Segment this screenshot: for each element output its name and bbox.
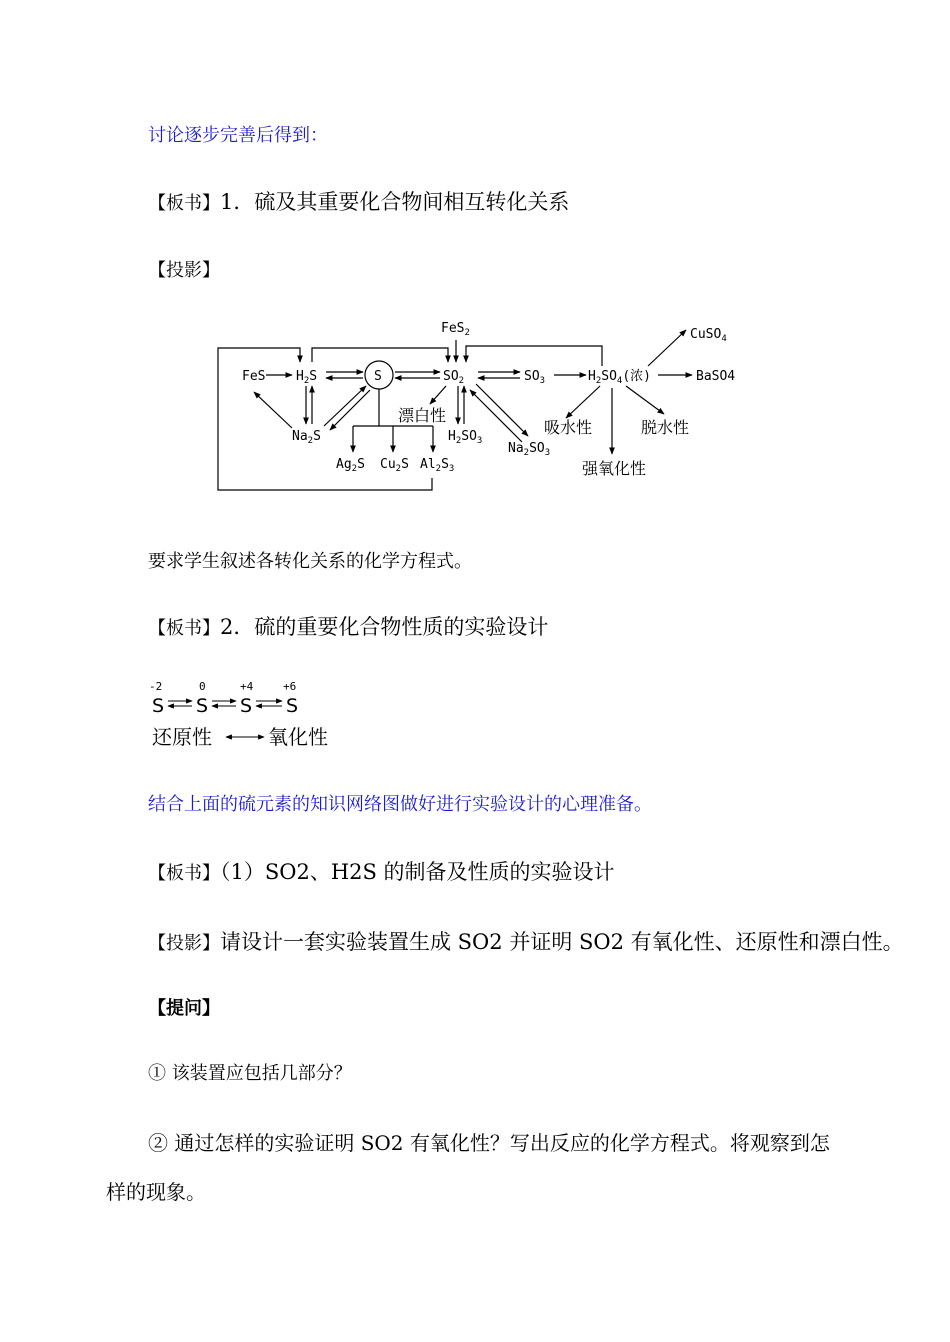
board-text: 2．硫的重要化合物性质的实验设计 — [220, 615, 549, 639]
label-water-absorbing: 吸水性 — [544, 418, 593, 437]
label-h2so3: $H_2SO_3$ — [448, 429, 483, 446]
valence-plus6: +6 — [283, 680, 297, 693]
preparation-line: 结合上面的硫元素的知识网络图做好进行实验设计的心理准备。 — [148, 794, 652, 815]
question-2-line-1: ② 通过怎样的实验证明 SO2 有氧化性？写出反应的化学方程式。将观察到怎 — [148, 1131, 830, 1155]
label-cuso4: CuSO$_4$ — [690, 327, 727, 344]
valence-minus2: -2 — [149, 680, 163, 693]
board-heading-3 — [148, 856, 615, 886]
label-na2so3: $Na_2SO_3$ — [508, 441, 551, 458]
projection-label-1: 【投影】 — [148, 260, 220, 281]
intro-line: 讨论逐步完善后得到： — [148, 125, 328, 146]
projection-task — [148, 926, 904, 956]
board-bracket: 【板书】 — [148, 863, 220, 884]
board-text: （1）SO2、H2S 的制备及性质的实验设计 — [220, 860, 615, 884]
label-bleaching: 漂白性 — [398, 406, 447, 425]
reducing-label: 还原性 — [152, 725, 212, 749]
board-heading-1 — [148, 186, 569, 216]
label-so2: $SO_2$ — [443, 369, 465, 386]
question-label: 【提问】 — [148, 998, 220, 1019]
sulfur-s1: S — [152, 695, 165, 717]
board-heading-2 — [148, 611, 548, 641]
board-text: 1．硫及其重要化合物间相互转化关系 — [220, 190, 570, 214]
sulfur-s2: S — [196, 695, 209, 717]
label-al2s3: $Al_2S_3$ — [420, 457, 455, 474]
board-bracket: 【板书】 — [148, 193, 220, 214]
label-fes2: FeS$_2$ — [441, 321, 470, 338]
label-strong-oxidizing: 强氧化性 — [582, 459, 647, 478]
valence-plus4: +4 — [240, 680, 254, 693]
label-cu2s: $Cu_2S$ — [380, 457, 409, 474]
sulfur-s4: S — [286, 695, 299, 717]
board-bracket: 【板书】 — [148, 618, 220, 639]
instruction-line: 要求学生叙述各转化关系的化学方程式。 — [148, 551, 472, 572]
label-h2s: $H_2S$ — [296, 369, 318, 386]
label-h2so4: $H_2SO_4$(浓) — [588, 369, 651, 386]
oxidizing-label: 氧化性 — [268, 725, 328, 749]
label-na2s: $Na_2S$ — [292, 429, 321, 446]
valence-diagram — [146, 676, 346, 752]
question-1: ① 该装置应包括几部分？ — [148, 1063, 352, 1084]
projection-text: 请设计一套实验装置生成 SO2 并证明 SO2 有氧化性、还原性和漂白性。 — [220, 930, 904, 954]
label-so3: $SO_3$ — [524, 369, 546, 386]
question-2-line-2: 样的现象。 — [106, 1180, 206, 1204]
label-dehydrating: 脱水性 — [641, 418, 690, 437]
sulfur-conversion-diagram — [200, 308, 760, 508]
valence-0: 0 — [199, 680, 206, 693]
label-fes: FeS — [242, 369, 266, 384]
label-ag2s: $Ag_2S$ — [336, 457, 365, 474]
sulfur-s3: S — [240, 695, 253, 717]
projection-bracket: 【投影】 — [148, 933, 220, 954]
label-s: S — [374, 369, 382, 384]
label-baso4: BaSO4 — [696, 369, 736, 384]
